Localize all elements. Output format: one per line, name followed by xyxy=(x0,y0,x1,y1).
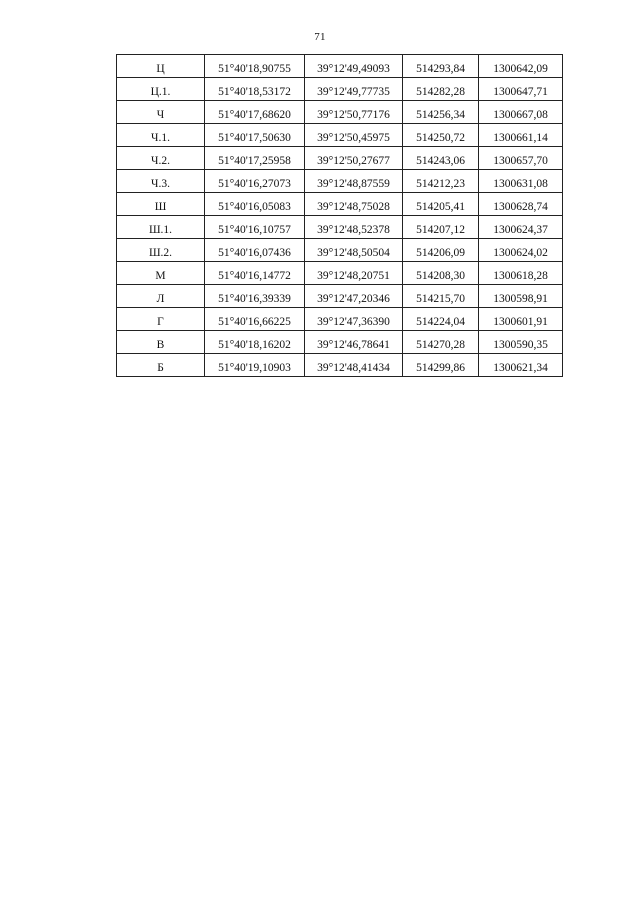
y-coordinate-cell: 1300661,14 xyxy=(479,124,563,147)
x-coordinate-cell: 514270,28 xyxy=(403,331,479,354)
point-name-cell: Ш xyxy=(117,193,205,216)
point-name-cell: Ч.3. xyxy=(117,170,205,193)
point-name-cell: Б xyxy=(117,354,205,377)
table-row xyxy=(117,216,563,239)
x-coordinate-cell: 514206,09 xyxy=(403,239,479,262)
table-row xyxy=(117,101,563,124)
latitude-cell: 51°40'16,27073 xyxy=(205,170,305,193)
longitude-cell: 39°12'50,77176 xyxy=(305,101,403,124)
x-coordinate-cell: 514243,06 xyxy=(403,147,479,170)
x-coordinate-cell: 514293,84 xyxy=(403,55,479,78)
x-coordinate-cell: 514212,23 xyxy=(403,170,479,193)
y-coordinate-cell: 1300601,91 xyxy=(479,308,563,331)
point-name-cell: М xyxy=(117,262,205,285)
y-coordinate-cell: 1300642,09 xyxy=(479,55,563,78)
longitude-cell: 39°12'48,20751 xyxy=(305,262,403,285)
x-coordinate-cell: 514256,34 xyxy=(403,101,479,124)
y-coordinate-cell: 1300624,37 xyxy=(479,216,563,239)
y-coordinate-cell: 1300624,02 xyxy=(479,239,563,262)
y-coordinate-cell: 1300618,28 xyxy=(479,262,563,285)
table-row xyxy=(117,170,563,193)
point-name-cell: Ш.2. xyxy=(117,239,205,262)
y-coordinate-cell: 1300590,35 xyxy=(479,331,563,354)
x-coordinate-cell: 514250,72 xyxy=(403,124,479,147)
longitude-cell: 39°12'46,78641 xyxy=(305,331,403,354)
point-name-cell: Ч.1. xyxy=(117,124,205,147)
y-coordinate-cell: 1300647,71 xyxy=(479,78,563,101)
point-name-cell: Л xyxy=(117,285,205,308)
point-name-cell: Ч.2. xyxy=(117,147,205,170)
longitude-cell: 39°12'49,49093 xyxy=(305,55,403,78)
longitude-cell: 39°12'48,50504 xyxy=(305,239,403,262)
point-name-cell: Ц.1. xyxy=(117,78,205,101)
latitude-cell: 51°40'16,05083 xyxy=(205,193,305,216)
latitude-cell: 51°40'18,53172 xyxy=(205,78,305,101)
longitude-cell: 39°12'50,27677 xyxy=(305,147,403,170)
table-row xyxy=(117,193,563,216)
latitude-cell: 51°40'17,68620 xyxy=(205,101,305,124)
latitude-cell: 51°40'16,10757 xyxy=(205,216,305,239)
point-name-cell: Ц xyxy=(117,55,205,78)
page-number: 71 xyxy=(314,31,326,43)
x-coordinate-cell: 514215,70 xyxy=(403,285,479,308)
longitude-cell: 39°12'48,41434 xyxy=(305,354,403,377)
coordinates-table xyxy=(116,54,563,377)
longitude-cell: 39°12'48,75028 xyxy=(305,193,403,216)
latitude-cell: 51°40'18,16202 xyxy=(205,331,305,354)
table-row xyxy=(117,262,563,285)
x-coordinate-cell: 514282,28 xyxy=(403,78,479,101)
y-coordinate-cell: 1300598,91 xyxy=(479,285,563,308)
coordinates-table-body xyxy=(117,55,563,377)
table-row xyxy=(117,239,563,262)
x-coordinate-cell: 514205,41 xyxy=(403,193,479,216)
latitude-cell: 51°40'16,07436 xyxy=(205,239,305,262)
point-name-cell: Ч xyxy=(117,101,205,124)
longitude-cell: 39°12'48,87559 xyxy=(305,170,403,193)
y-coordinate-cell: 1300628,74 xyxy=(479,193,563,216)
point-name-cell: Ш.1. xyxy=(117,216,205,239)
y-coordinate-cell: 1300621,34 xyxy=(479,354,563,377)
x-coordinate-cell: 514207,12 xyxy=(403,216,479,239)
table-row xyxy=(117,331,563,354)
point-name-cell: Г xyxy=(117,308,205,331)
longitude-cell: 39°12'48,52378 xyxy=(305,216,403,239)
longitude-cell: 39°12'49,77735 xyxy=(305,78,403,101)
longitude-cell: 39°12'47,36390 xyxy=(305,308,403,331)
x-coordinate-cell: 514208,30 xyxy=(403,262,479,285)
x-coordinate-cell: 514224,04 xyxy=(403,308,479,331)
x-coordinate-cell: 514299,86 xyxy=(403,354,479,377)
longitude-cell: 39°12'47,20346 xyxy=(305,285,403,308)
latitude-cell: 51°40'16,14772 xyxy=(205,262,305,285)
point-name-cell: В xyxy=(117,331,205,354)
table-row xyxy=(117,308,563,331)
table-row xyxy=(117,354,563,377)
latitude-cell: 51°40'19,10903 xyxy=(205,354,305,377)
longitude-cell: 39°12'50,45975 xyxy=(305,124,403,147)
latitude-cell: 51°40'17,25958 xyxy=(205,147,305,170)
latitude-cell: 51°40'16,66225 xyxy=(205,308,305,331)
latitude-cell: 51°40'16,39339 xyxy=(205,285,305,308)
y-coordinate-cell: 1300657,70 xyxy=(479,147,563,170)
y-coordinate-cell: 1300667,08 xyxy=(479,101,563,124)
y-coordinate-cell: 1300631,08 xyxy=(479,170,563,193)
table-row xyxy=(117,124,563,147)
latitude-cell: 51°40'17,50630 xyxy=(205,124,305,147)
table-row xyxy=(117,285,563,308)
table-row xyxy=(117,55,563,78)
table-row xyxy=(117,78,563,101)
table-row xyxy=(117,147,563,170)
latitude-cell: 51°40'18,90755 xyxy=(205,55,305,78)
